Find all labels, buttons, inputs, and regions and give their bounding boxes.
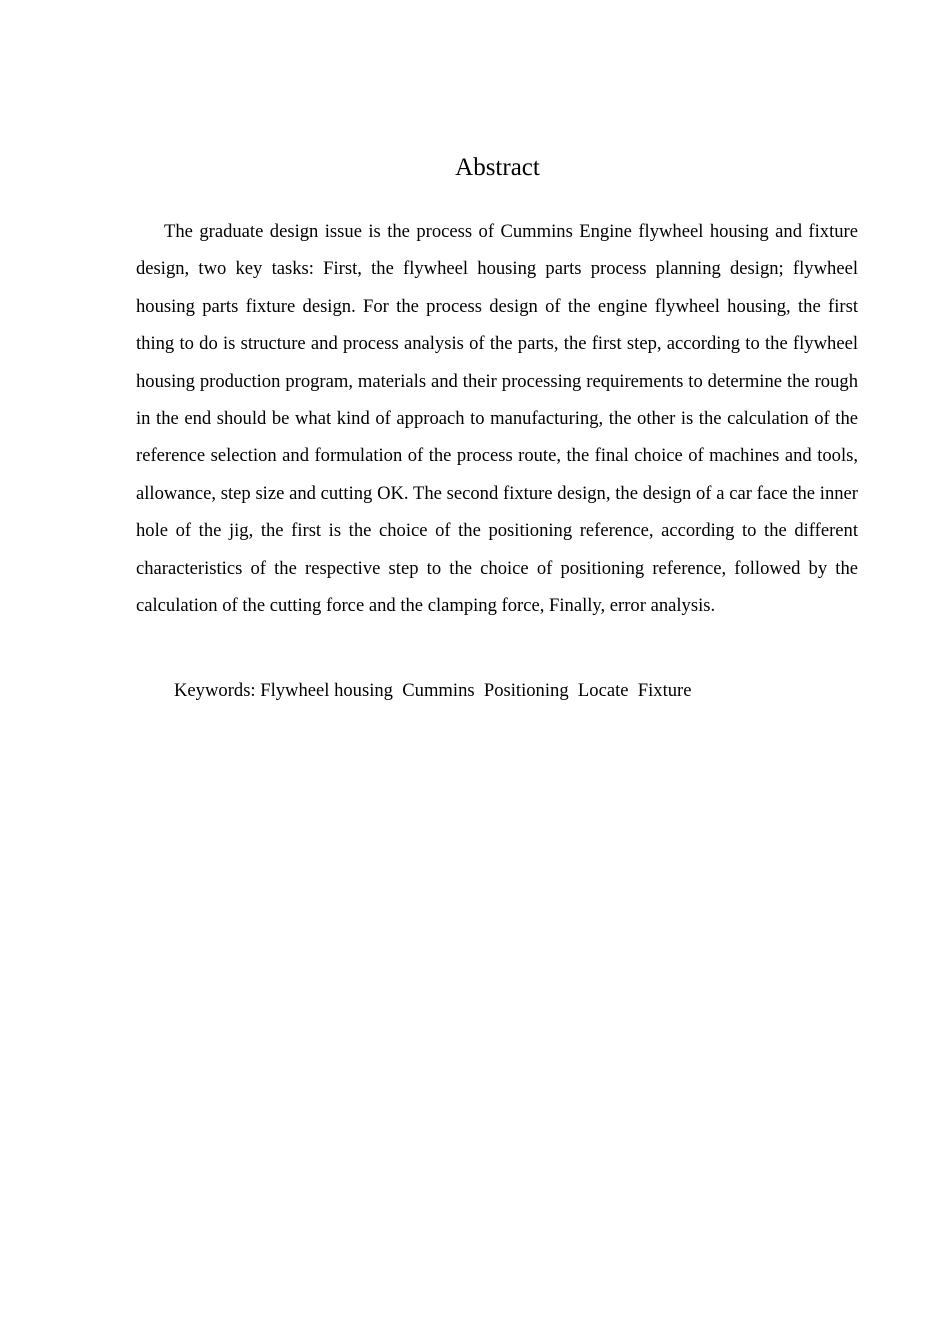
abstract-paragraph: The graduate design issue is the process of Cummins Engine flywheel housing and fixture design, two key tasks: First, the flywheel housing parts process planning design; flywheel housing parts fixture design. For the process design of the engine flywheel housing, the first thing to do is structure and process analysis of the parts, the first step, according to the flywheel housing production program, materials and their processing requirements to determine the rough in the end should be what kind of approach to manufacturing, the other is the calculation of the reference selection and formulation of the process route, the final choice of machines and tools, allowance, step size and cutting OK. The second fixture design, the design of a car face the inner hole of the jig, the first is the choice of the positioning reference, according to the different characteristics of the respective step to the choice of positioning reference, followed by the calculation of the cutting force and the clamping force, Finally, error analysis. <box>136 221 858 617</box>
keywords-line: Keywords: Flywheel housing Cummins Positioning Locate Fixture <box>174 680 692 701</box>
abstract-title: Abstract <box>455 154 540 181</box>
